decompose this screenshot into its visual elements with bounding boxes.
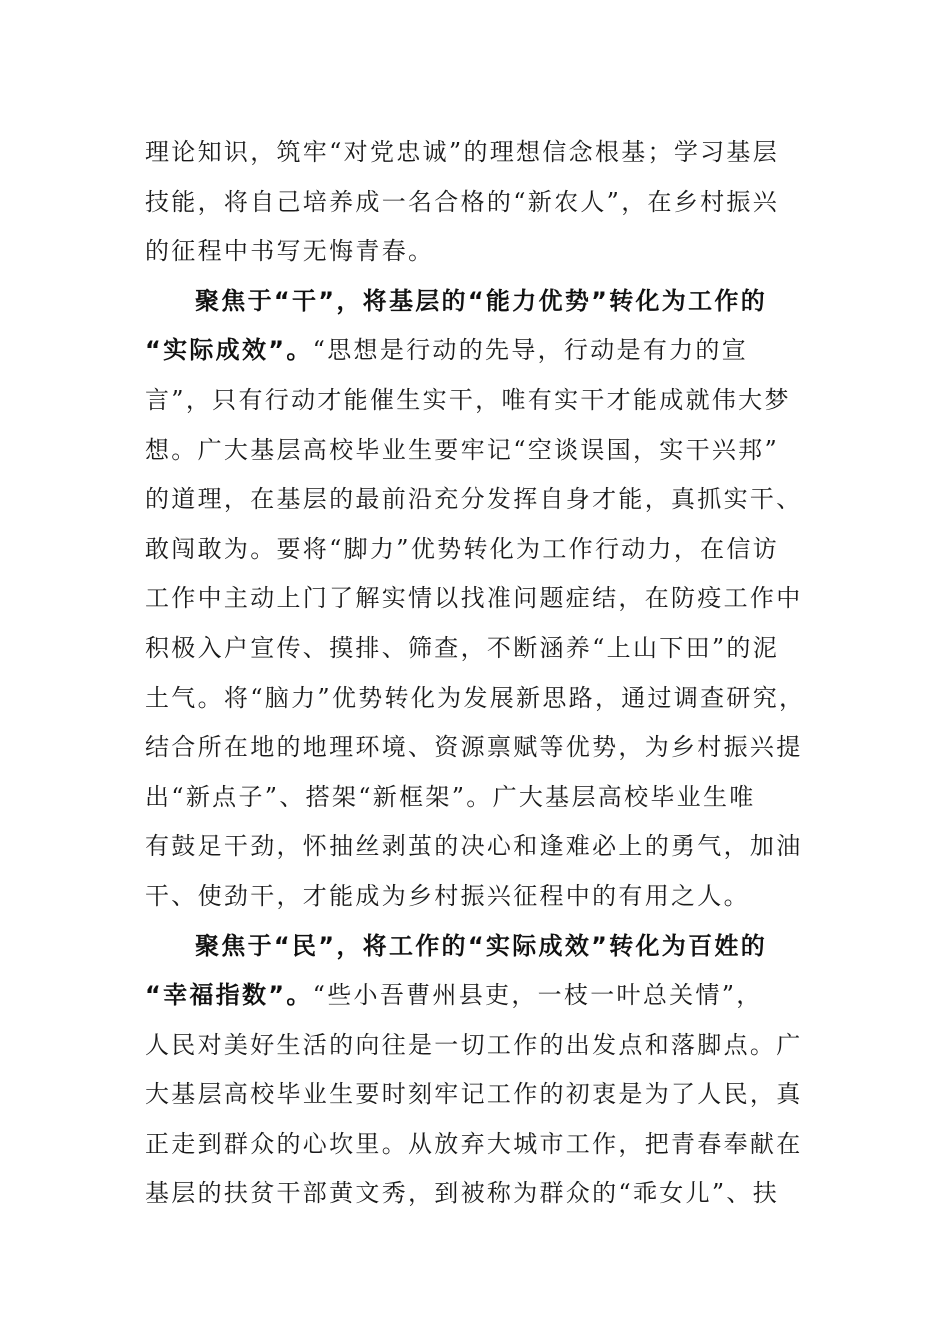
section-heading: “实际成效”。 [145, 336, 313, 365]
section-heading-line [145, 922, 797, 972]
text-line [145, 376, 797, 426]
section-heading: “幸福指数”。 [145, 981, 313, 1010]
text-line [145, 1120, 803, 1170]
body-text [145, 128, 806, 1219]
text-line [145, 674, 806, 724]
text-line [145, 475, 803, 525]
text-line [145, 128, 797, 178]
section-heading: 聚焦于“干”，将基层的“能力优势”转化为工作的 [195, 286, 767, 315]
line-text: 想。广大基层高校毕业生要牢记“空谈误国，实干兴邦” [145, 435, 780, 464]
text-line [145, 1070, 803, 1120]
line-text: 出“新点子”、搭架“新框架”。广大基层高校毕业生唯 [145, 782, 756, 811]
line-text: 言”，只有行动才能催生实干，唯有实干才能成就伟大梦 [145, 385, 791, 414]
line-text: 大基层高校毕业生要时刻牢记工作的初衷是为了人民，真 [145, 1080, 803, 1109]
line-text: 基层的扶贫干部黄文秀，到被称为群众的“乖女儿”、扶 [145, 1179, 780, 1208]
text-line [145, 624, 797, 674]
section-heading: 聚焦于“民”，将工作的“实际成效”转化为百姓的 [195, 931, 767, 960]
text-line [145, 723, 803, 773]
text-line [145, 178, 797, 228]
line-text: 积极入户宣传、摸排、筛查，不断涵养“上山下田”的泥 [145, 633, 780, 662]
text-line [145, 326, 797, 376]
line-text: 技能，将自己培养成一名合格的“新农人”，在乡村振兴 [145, 187, 780, 216]
text-line [145, 227, 797, 277]
line-text: 理论知识，筑牢“对党忠诚”的理想信念根基；学习基层 [145, 138, 780, 166]
line-text: 正走到群众的心坎里。从放弃大城市工作，把青春奉献在 [145, 1129, 803, 1158]
text-line [145, 525, 797, 575]
text-line [145, 971, 797, 1021]
line-text: “些小吾曹州县吏，一枝一叶总关情”， [312, 981, 763, 1010]
text-line [145, 1021, 803, 1071]
line-text: 有鼓足干劲，怀抽丝剥茧的决心和逢难必上的勇气，加油 [145, 832, 803, 861]
text-line [145, 574, 803, 624]
text-line [145, 773, 797, 823]
line-text: “思想是行动的先导，行动是有力的宣 [312, 336, 749, 365]
text-line [145, 1169, 797, 1219]
line-text: 敢闯敢为。要将“脚力”优势转化为工作行动力，在信访 [145, 534, 780, 563]
line-text: 结合所在地的地理环境、资源禀赋等优势，为乡村振兴提 [145, 733, 803, 762]
line-text: 的道理，在基层的最前沿充分发挥自身才能，真抓实干、 [145, 485, 803, 514]
section-heading-line [145, 277, 797, 327]
line-text: 的征程中书写无悔青春。 [145, 237, 435, 266]
line-text: 干、使劲干，才能成为乡村振兴征程中的有用之人。 [145, 881, 750, 910]
line-text: 工作中主动上门了解实情以找准问题症结，在防疫工作中 [145, 584, 803, 613]
text-line [145, 872, 797, 922]
text-line [145, 822, 803, 872]
line-text: 土气。将“脑力”优势转化为发展新思路，通过调查研究， [145, 683, 806, 712]
line-text: 人民对美好生活的向往是一切工作的出发点和落脚点。广 [145, 1030, 803, 1059]
text-line [145, 426, 797, 476]
